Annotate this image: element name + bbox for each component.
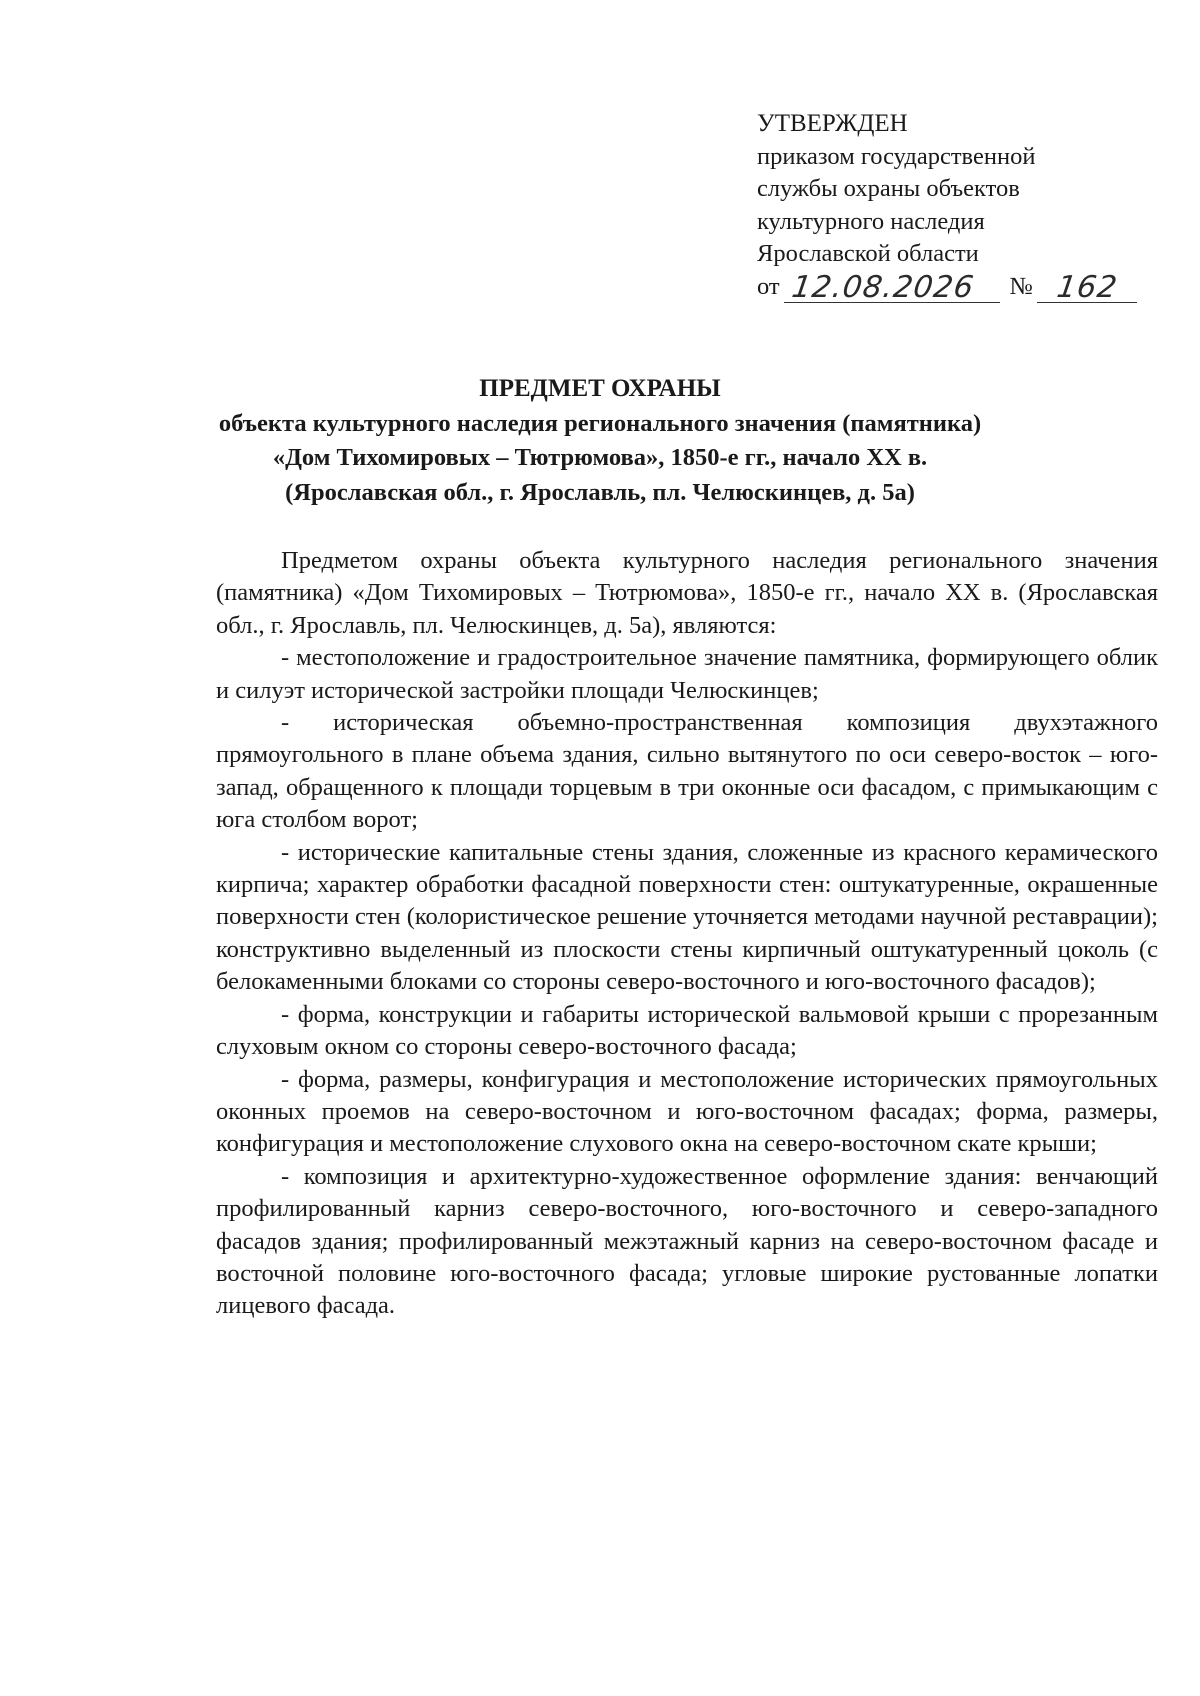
approval-stamp-block — [757, 108, 1137, 303]
body-paragraph-intro: Предметом охраны объекта культурного наследия регионального значения (памятника) «Дом Тихомировых – Тютрюмова», 1850-е гг., начало XX в. (Ярославская обл., г. Ярославль, пл. Челюскинцев, д. 5а), являются: — [216, 547, 1158, 639]
order-date-number-row — [757, 271, 1137, 304]
body-paragraph-roof: - форма, конструкции и габариты исторической вальмовой крыши с прорезанным слуховым окном со стороны северо-восточного фасада; — [216, 1000, 1158, 1061]
approval-line-heritage: культурного наследия — [757, 207, 985, 235]
title-subtitle-line-2: «Дом Тихомировых – Тютрюмова», 1850-е гг., начало XX в. — [272, 444, 928, 471]
document-body — [216, 545, 1158, 1323]
date-prefix: от — [757, 272, 780, 300]
approval-line-order: приказом государственной — [757, 142, 1036, 170]
document-title-block — [0, 372, 1200, 510]
number-prefix: № — [1009, 272, 1034, 300]
approval-line-service: службы охраны объектов — [757, 175, 1020, 202]
body-paragraph-location: - местоположение и градостроительное значение памятника, формирующего облик и силуэт исторической застройки площади Челюскинцев; — [216, 644, 1158, 704]
body-paragraph-windows: - форма, размеры, конфигурация и местоположение исторических прямоугольных оконных проемов на северо-восточном и юго-восточном фасадах; форма, размеры, конфигурация и местоположение слухового окна на северо-восточном скате крыши; — [216, 1065, 1158, 1158]
body-paragraph-decoration: - композиция и архитектурно-художественное оформление здания: венчающий профилированный карниз северо-восточного, юго-восточного и северо-западного фасадов здания; профилированный межэтажный карниз на северо-восточном фасаде и восточной половине юго-восточного фасада; угловые широкие рустованные лопатки лицевого фасада. — [216, 1162, 1158, 1320]
approved-heading: УТВЕРЖДЕН — [757, 110, 908, 137]
approval-line-region: Ярославской области — [757, 240, 979, 267]
number-field — [1037, 269, 1137, 305]
title-subtitle-line-3: (Ярославская обл., г. Ярославль, пл. Челюскинцев, д. 5а) — [285, 478, 915, 506]
date-field — [784, 269, 1000, 305]
body-paragraph-composition: - историческая объемно-пространственная композиция двухэтажного прямоугольного в плане объема здания, сильно вытянутого по оси северо-восток – юго-запад, обращенного к площади торцевым в три оконные оси фасадом, с примыкающим с юга столбом ворот; — [216, 709, 1158, 834]
handwritten-number: 162 — [1054, 269, 1120, 305]
document-title: ПРЕДМЕТ ОХРАНЫ — [479, 375, 721, 402]
handwritten-date: 12.08.2026 — [789, 269, 976, 305]
title-subtitle-line-1: объекта культурного наследия регионального значения (памятника) — [218, 409, 982, 437]
body-paragraph-walls: - исторические капитальные стены здания, сложенные из красного керамического кирпича; характер обработки фасадной поверхности стен: оштукатуренные, окрашенные поверхности стен (колористическое решение уточняется методами научной реставрации); конструктивно выделенный из плоскости стены кирпичный оштукатуренный цоколь (с белокаменными блоками со стороны северо-восточного и юго-восточного фасадов); — [216, 838, 1158, 996]
